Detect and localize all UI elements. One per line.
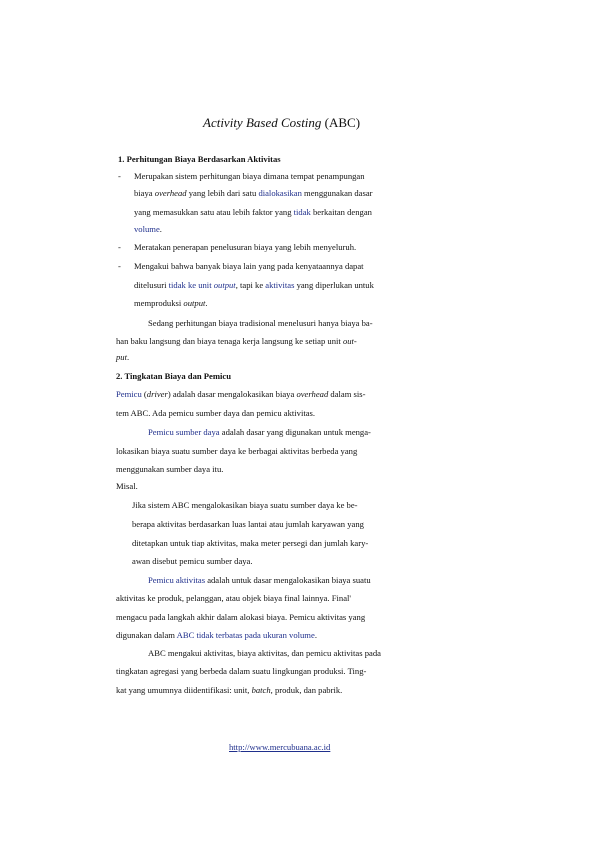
text: digunakan dalam [116, 630, 177, 640]
text: yang diperlukan untuk [294, 280, 374, 290]
term-aktivitas: aktivitas [265, 280, 295, 290]
text: menggunakan dasar [301, 188, 373, 198]
para-line1: Sedang perhitungan biaya tradisional menelusuri hanya biaya ba- [148, 318, 373, 328]
term-output: out- [342, 336, 357, 346]
term-tidak-ke-unit: tidak ke unit [168, 280, 214, 290]
term-batch: batch [251, 685, 271, 695]
term-overhead: overhead [154, 188, 187, 198]
text: . [314, 630, 317, 640]
bullet3-line1: Mengakui bahwa banyak biaya lain yang pada kenyataannya dapat [134, 261, 364, 271]
text: adalah dasar yang digunakan untuk menga- [219, 427, 371, 437]
term-tidak: tidak [293, 207, 311, 217]
example-line3: ditetapkan untuk tiap aktivitas, maka meter persegi dan jumlah kary- [132, 538, 369, 548]
p3-line2: aktivitas ke produk, pelanggan, atau objek biaya final lainnya. Final' [116, 593, 351, 603]
term-output: output [183, 298, 206, 308]
text: ( [141, 389, 147, 399]
p3-line3: mengacu pada langkah akhir dalam alokasi biaya. Pemicu aktivitas yang [116, 612, 366, 622]
bullet3-line3 [134, 298, 208, 308]
bullet1-dash: - [118, 171, 121, 181]
p3-line4 [116, 630, 317, 640]
term-output: put [116, 352, 127, 362]
p1-line1 [116, 389, 366, 399]
text: . [126, 352, 130, 362]
p4-line2: tingkatan agregasi yang berbeda dalam suatu lingkungan produksi. Ting- [116, 666, 367, 676]
title-italic: Activity Based Costing [203, 115, 322, 130]
term-overhead: overhead [296, 389, 329, 399]
bullet1-line4 [134, 224, 162, 234]
bullet2-text: Meratakan penerapan penelusuran biaya yang lebih menyeluruh. [134, 242, 357, 252]
misal-label: Misal. [116, 481, 138, 491]
term-pemicu-sumber-daya: Pemicu sumber daya [148, 427, 220, 437]
term-volume: volume [134, 224, 160, 234]
text: kat yang umumnya diidentifikasi: unit, [116, 685, 252, 695]
text: berkaitan dengan [310, 207, 372, 217]
p2-line1 [148, 427, 371, 437]
bullet1-line3 [134, 207, 372, 217]
text: dalam sis- [328, 389, 366, 399]
p2-line2: lokasikan biaya suatu sumber daya ke berbagai aktivitas berbeda yang [116, 446, 358, 456]
page-title [203, 115, 360, 131]
text: biaya [134, 188, 155, 198]
term-dialokasikan: dialokasikan [258, 188, 302, 198]
text: han baku langsung dan biaya tenaga kerja langsung ke setiap unit [116, 336, 343, 346]
footer-url-link[interactable]: http://www.mercubuana.ac.id [229, 742, 331, 752]
example-line1: Jika sistem ABC mengalokasikan biaya suatu sumber daya ke be- [132, 500, 358, 510]
p4-line1: ABC mengakui aktivitas, biaya aktivitas, dan pemicu aktivitas pada [148, 648, 381, 658]
bullet1-line1: Merupakan sistem perhitungan biaya dimana tempat penampungan [134, 171, 365, 181]
term-abc-tidak-terbatas: ABC tidak terbatas pada ukuran volume [176, 630, 315, 640]
p4-line3 [116, 685, 342, 695]
para-line2 [116, 336, 357, 346]
p3-line1 [148, 575, 371, 585]
text: , tapi ke [235, 280, 266, 290]
title-abbr: (ABC) [324, 115, 361, 130]
text: yang memasukkan satu atau lebih faktor yang [134, 207, 294, 217]
p1-line2: tem ABC. Ada pemicu sumber daya dan pemicu aktivitas. [116, 408, 316, 418]
bullet3-line2 [134, 280, 374, 290]
section1-heading: 1. Perhitungan Biaya Berdasarkan Aktivitas [118, 154, 281, 164]
text: memproduksi [134, 298, 184, 308]
text: . [159, 224, 162, 234]
para-line3 [116, 352, 129, 362]
text: adalah untuk dasar mengalokasikan biaya suatu [205, 575, 371, 585]
example-line4: awan disebut pemicu sumber daya. [132, 556, 253, 566]
text: yang lebih dari satu [186, 188, 259, 198]
bullet3-dash: - [118, 261, 121, 271]
section2-heading: 2. Tingkatan Biaya dan Pemicu [116, 371, 232, 381]
text: . [205, 298, 208, 308]
term-output: output [213, 280, 236, 290]
term-pemicu: Pemicu [116, 389, 142, 399]
example-line2: berapa aktivitas berdasarkan luas lantai atau jumlah karyawan yang [132, 519, 364, 529]
text: ) adalah dasar mengalokasikan biaya [167, 389, 297, 399]
bullet2-dash: - [118, 242, 121, 252]
bullet1-line2 [134, 188, 373, 198]
term-driver: driver [146, 389, 168, 399]
text: ditelusuri [134, 280, 169, 290]
text: , produk, dan pabrik. [270, 685, 343, 695]
p2-line3: menggunakan sumber daya itu. [116, 464, 224, 474]
term-pemicu-aktivitas: Pemicu aktivitas [148, 575, 206, 585]
